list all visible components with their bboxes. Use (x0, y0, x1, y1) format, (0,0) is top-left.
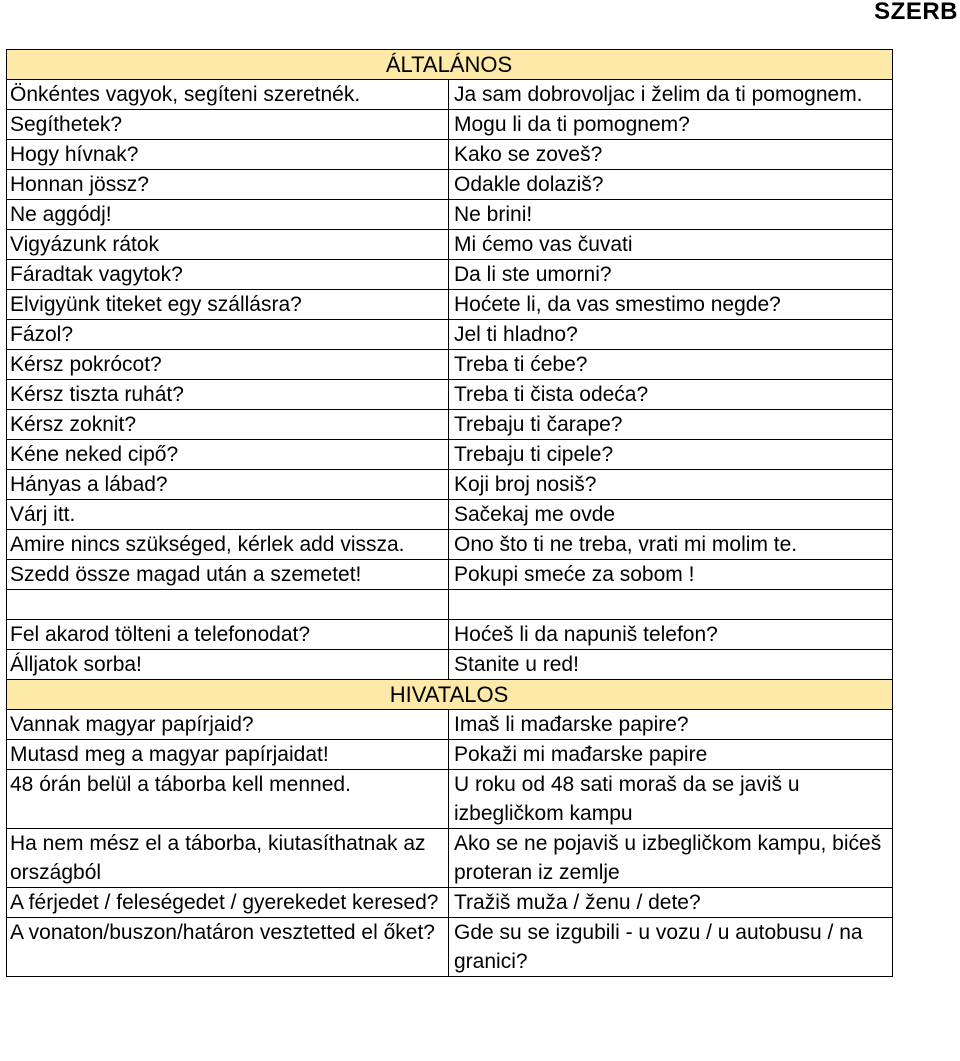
hungarian-phrase: Fel akarod tölteni a telefonodat? (7, 620, 449, 650)
serbian-phrase: Mogu li da ti pomognem? (449, 110, 893, 140)
serbian-phrase: Tražiš muža / ženu / dete? (449, 888, 893, 918)
table-row (7, 770, 893, 829)
table-row (7, 320, 893, 350)
language-label: SZERB (874, 0, 958, 25)
table-row (7, 110, 893, 140)
hungarian-phrase: Fáradtak vagytok? (7, 260, 449, 290)
phrase-table-body (7, 50, 893, 977)
serbian-phrase: Ono što ti ne treba, vrati mi molim te. (449, 530, 893, 560)
serbian-phrase: Pokaži mi mađarske papire (449, 740, 893, 770)
serbian-phrase: Sačekaj me ovde (449, 500, 893, 530)
table-row (7, 410, 893, 440)
serbian-phrase: Hoćete li, da vas smestimo negde? (449, 290, 893, 320)
table-row (7, 290, 893, 320)
table-row (7, 620, 893, 650)
hungarian-phrase: Várj itt. (7, 500, 449, 530)
hungarian-phrase: Álljatok sorba! (7, 650, 449, 680)
serbian-phrase (449, 590, 893, 620)
hungarian-phrase: Hogy hívnak? (7, 140, 449, 170)
hungarian-phrase: A vonaton/buszon/határon vesztetted el őket? (7, 918, 449, 977)
serbian-phrase: Stanite u red! (449, 650, 893, 680)
serbian-phrase: Treba ti čista odeća? (449, 380, 893, 410)
hungarian-phrase (7, 590, 449, 620)
table-row (7, 170, 893, 200)
serbian-phrase: Jel ti hladno? (449, 320, 893, 350)
hungarian-phrase: Amire nincs szükséged, kérlek add vissza. (7, 530, 449, 560)
table-row (7, 140, 893, 170)
hungarian-phrase: Fázol? (7, 320, 449, 350)
serbian-phrase: Koji broj nosiš? (449, 470, 893, 500)
table-row (7, 650, 893, 680)
hungarian-phrase: Kérsz pokrócot? (7, 350, 449, 380)
table-row (7, 500, 893, 530)
section-header-row (7, 50, 893, 80)
hungarian-phrase: Vannak magyar papírjaid? (7, 710, 449, 740)
hungarian-phrase: Ne aggódj! (7, 200, 449, 230)
table-row (7, 380, 893, 410)
serbian-phrase: Da li ste umorni? (449, 260, 893, 290)
serbian-phrase: Mi ćemo vas čuvati (449, 230, 893, 260)
table-row (7, 560, 893, 590)
hungarian-phrase: Segíthetek? (7, 110, 449, 140)
table-row (7, 829, 893, 888)
section-title-general: ÁLTALÁNOS (7, 50, 893, 80)
serbian-phrase: Gde su se izgubili - u vozu / u autobusu / na granici? (449, 918, 893, 977)
hungarian-phrase: Kérsz tiszta ruhát? (7, 380, 449, 410)
table-row (7, 230, 893, 260)
serbian-phrase: Pokupi smeće za sobom ! (449, 560, 893, 590)
empty-row (7, 590, 893, 620)
serbian-phrase: Kako se zoveš? (449, 140, 893, 170)
hungarian-phrase: Kéne neked cipő? (7, 440, 449, 470)
hungarian-phrase: A férjedet / feleségedet / gyerekedet keresed? (7, 888, 449, 918)
serbian-phrase: Treba ti ćebe? (449, 350, 893, 380)
hungarian-phrase: Kérsz zoknit? (7, 410, 449, 440)
serbian-phrase: Trebaju ti čarape? (449, 410, 893, 440)
table-row (7, 200, 893, 230)
hungarian-phrase: Mutasd meg a magyar papírjaidat! (7, 740, 449, 770)
serbian-phrase: Odakle dolaziš? (449, 170, 893, 200)
hungarian-phrase: Honnan jössz? (7, 170, 449, 200)
phrase-table (6, 49, 893, 977)
hungarian-phrase: Szedd össze magad után a szemetet! (7, 560, 449, 590)
serbian-phrase: Ne brini! (449, 200, 893, 230)
table-row (7, 888, 893, 918)
section-header-row (7, 680, 893, 710)
hungarian-phrase: Önkéntes vagyok, segíteni szeretnék. (7, 80, 449, 110)
table-row (7, 80, 893, 110)
table-row (7, 440, 893, 470)
table-row (7, 740, 893, 770)
serbian-phrase: Hoćeš li da napuniš telefon? (449, 620, 893, 650)
section-title-official: HIVATALOS (7, 680, 893, 710)
table-row (7, 470, 893, 500)
hungarian-phrase: Vigyázunk rátok (7, 230, 449, 260)
serbian-phrase: Trebaju ti cipele? (449, 440, 893, 470)
hungarian-phrase: Hányas a lábad? (7, 470, 449, 500)
serbian-phrase: Ako se ne pojaviš u izbegličkom kampu, bićeš proteran iz zemlje (449, 829, 893, 888)
hungarian-phrase: Ha nem mész el a táborba, kiutasíthatnak az országból (7, 829, 449, 888)
table-row (7, 350, 893, 380)
hungarian-phrase: 48 órán belül a táborba kell menned. (7, 770, 449, 829)
serbian-phrase: Imaš li mađarske papire? (449, 710, 893, 740)
table-row (7, 260, 893, 290)
table-row (7, 530, 893, 560)
hungarian-phrase: Elvigyünk titeket egy szállásra? (7, 290, 449, 320)
serbian-phrase: U roku od 48 sati moraš da se javiš u izbegličkom kampu (449, 770, 893, 829)
table-row (7, 918, 893, 977)
table-row (7, 710, 893, 740)
serbian-phrase: Ja sam dobrovoljac i želim da ti pomognem. (449, 80, 893, 110)
